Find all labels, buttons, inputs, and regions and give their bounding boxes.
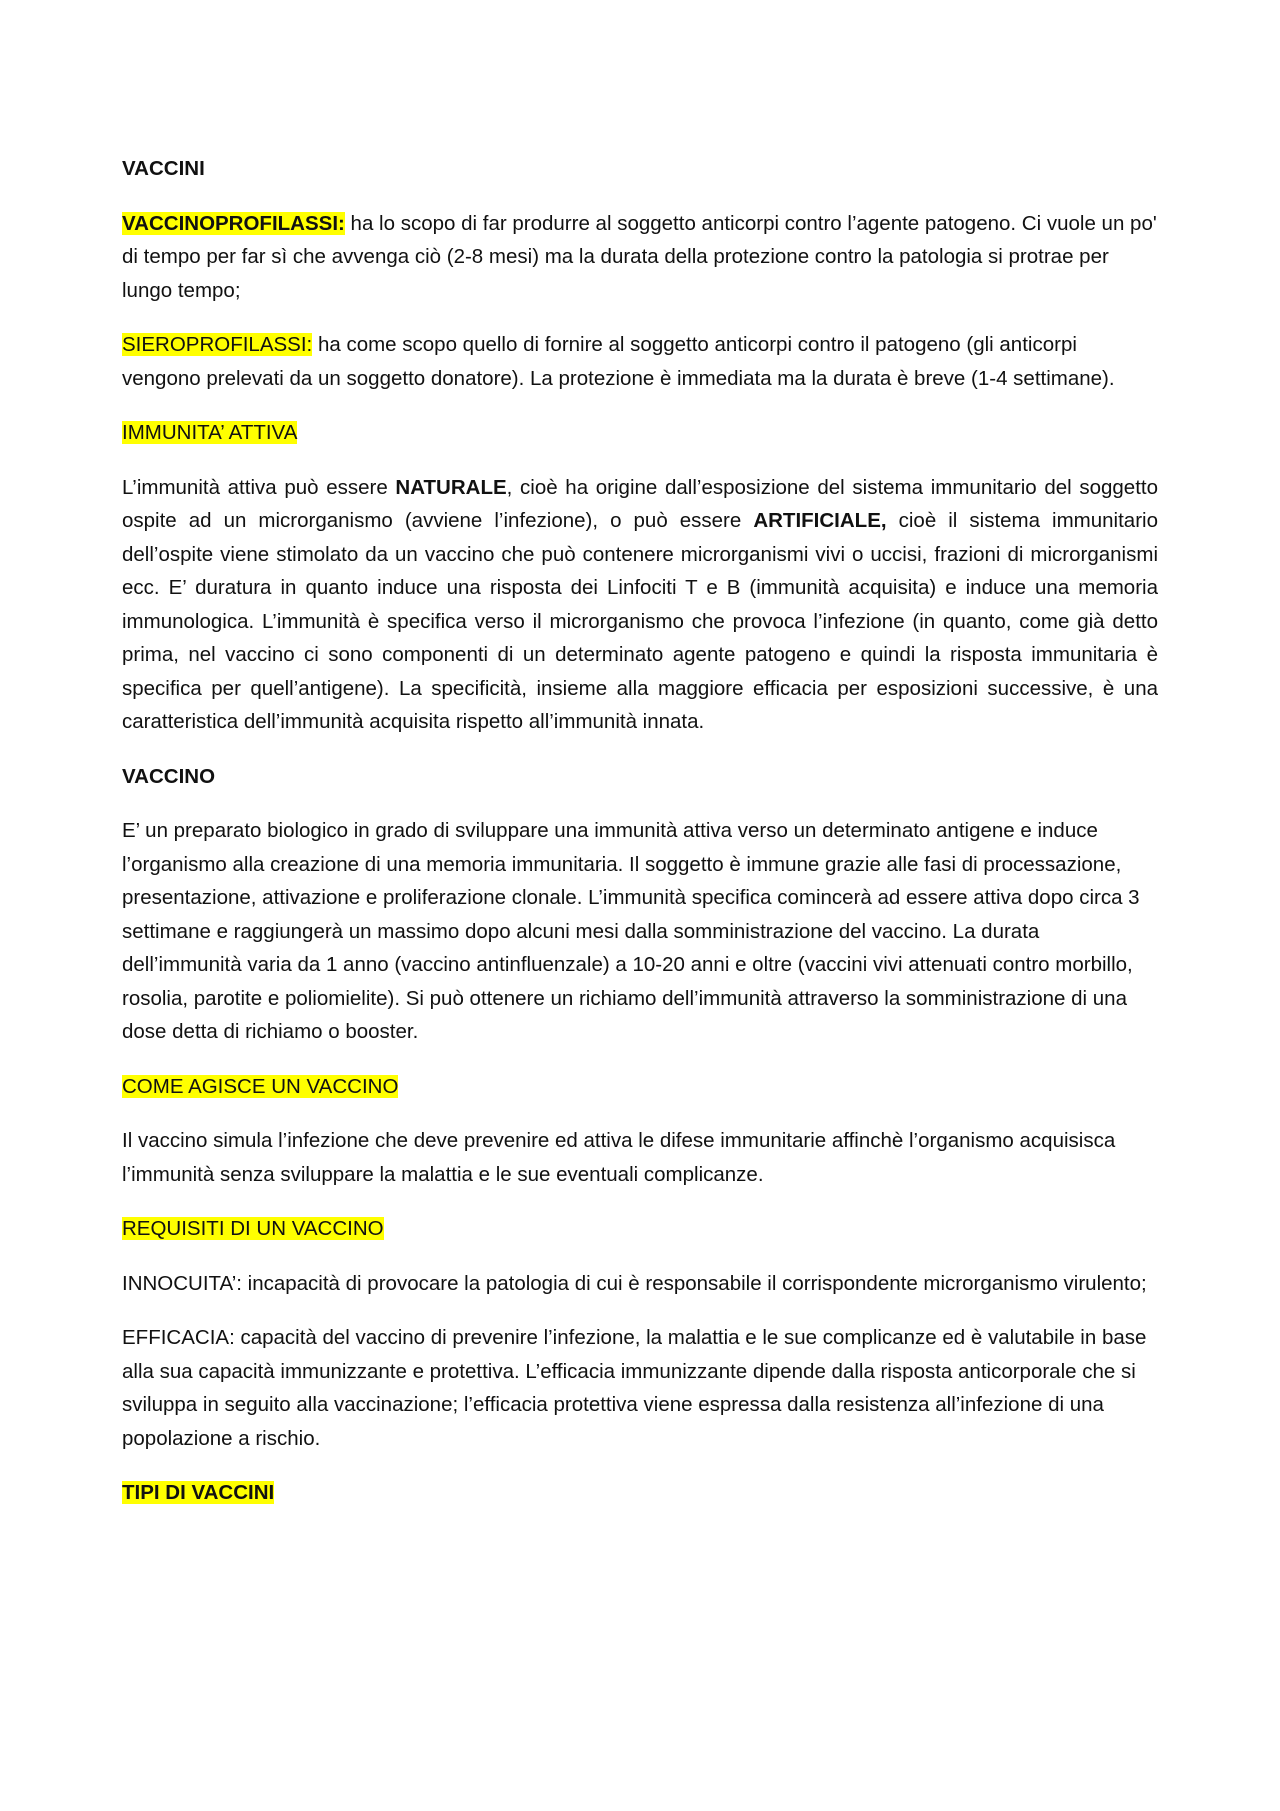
document-page [122, 152, 1158, 1531]
term-naturale: NATURALE [395, 475, 507, 499]
heading-immunita-attiva: IMMUNITA’ ATTIVA [122, 421, 298, 444]
document-title: VACCINI [122, 157, 205, 180]
term-vaccinoprofilassi: VACCINOPROFILASSI: [122, 211, 345, 235]
heading-come-agisce: COME AGISCE UN VACCINO [122, 1074, 399, 1098]
section-heading-requisiti [122, 1212, 1158, 1246]
section-heading-tipi [122, 1476, 1158, 1510]
heading-tipi-di-vaccini: TIPI DI VACCINI [122, 1481, 275, 1504]
paragraph-efficacia: EFFICACIA: capacità del vaccino di prevenire l’infezione, la malattia e le sue complicanze ed è valutabile in base alla sua capacità immunizzante e protettiva. L’efficacia immunizzante dipende dalla risposta anticorporale che si sviluppa in seguito alla vaccinazione; l’efficacia protettiva viene espressa dalla resistenza all’infezione di una popolazione a rischio. [122, 1326, 1147, 1450]
heading-vaccino: VACCINO [122, 764, 216, 788]
paragraph-sieroprofilassi [122, 328, 1158, 395]
immunita-text-3: cioè il sistema immunitario dell’ospite viene stimolato da un vaccino che può contenere microrganismi vivi o uccisi, frazioni di microrganismi ecc. E’ duratura in quanto induce una risposta dei Linfociti T e B (immunità acquisita) e induce una memoria immunologica. L’immunità è specifica verso il microrganismo che provoca l’infezione (in quanto, come già detto prima, nel vaccino ci sono componenti di un determinato agente patogeno e quindi la risposta immunitaria è specifica per quell’antigene). La specificità, insieme alla maggiore efficacia per esposizioni successive, è una caratteristica dell’immunità acquisita rispetto all’immunità innata. [122, 509, 1158, 733]
paragraph-vaccino: E’ un preparato biologico in grado di sviluppare una immunità attiva verso un determinato antigene e induce l’organismo alla creazione di una memoria immunitaria. Il soggetto è immune grazie alle fasi di processazione, presentazione, attivazione e proliferazione clonale. L’immunità specifica comincerà ad essere attiva dopo circa 3 settimane e raggiungerà un massimo dopo alcuni mesi dalla somministrazione del vaccino. La durata dell’immunità varia da 1 anno (vaccino antinfluenzale) a 10-20 anni e oltre (vaccini vivi attenuati contro morbillo, rosolia, parotite e poliomielite). Si può ottenere un richiamo dell’immunità attraverso la somministrazione di una dose detta di richiamo o booster. [122, 819, 1140, 1043]
immunita-text-2: , cioè ha origine dall’esposizione del sistema immunitario del soggetto ospite ad un microrganismo (avviene l’infezione), o può essere [122, 475, 1159, 532]
paragraph-come-agisce: Il vaccino simula l’infezione che deve prevenire ed attiva le difese immunitarie affinchè l’organismo acquisisca l’immunità senza sviluppare la malattia e le sue eventuali complicanze. [122, 1129, 1116, 1186]
term-artificiale: ARTIFICIALE, [753, 509, 887, 532]
section-heading-come-agisce [122, 1070, 1158, 1104]
definition-sieroprofilassi: ha come scopo quello di fornire al soggetto anticorpi contro il patogeno (gli anticorpi vengono prelevati da un soggetto donatore). La protezione è immediata ma la durata è breve (1-4 settimane). [122, 333, 1115, 390]
section-heading-immunita-attiva [122, 416, 1158, 450]
paragraph-immunita-attiva [122, 471, 1158, 739]
paragraph-innocuita: INNOCUITA’: incapacità di provocare la patologia di cui è responsabile il corrispondente microrganismo virulento; [122, 1271, 1147, 1295]
paragraph-vaccinoprofilassi [122, 207, 1158, 308]
immunita-text-1: L’immunità attiva può essere [122, 475, 396, 499]
heading-requisiti: REQUISITI DI UN VACCINO [122, 1217, 384, 1240]
term-sieroprofilassi: SIEROPROFILASSI: [122, 333, 313, 356]
definition-vaccinoprofilassi: ha lo scopo di far produrre al soggetto anticorpi contro l’agente patogeno. Ci vuole un po' di tempo per far sì che avvenga ciò (2-8 mesi) ma la durata della protezione contro la patologia si protrae per lungo tempo; [122, 211, 1157, 302]
